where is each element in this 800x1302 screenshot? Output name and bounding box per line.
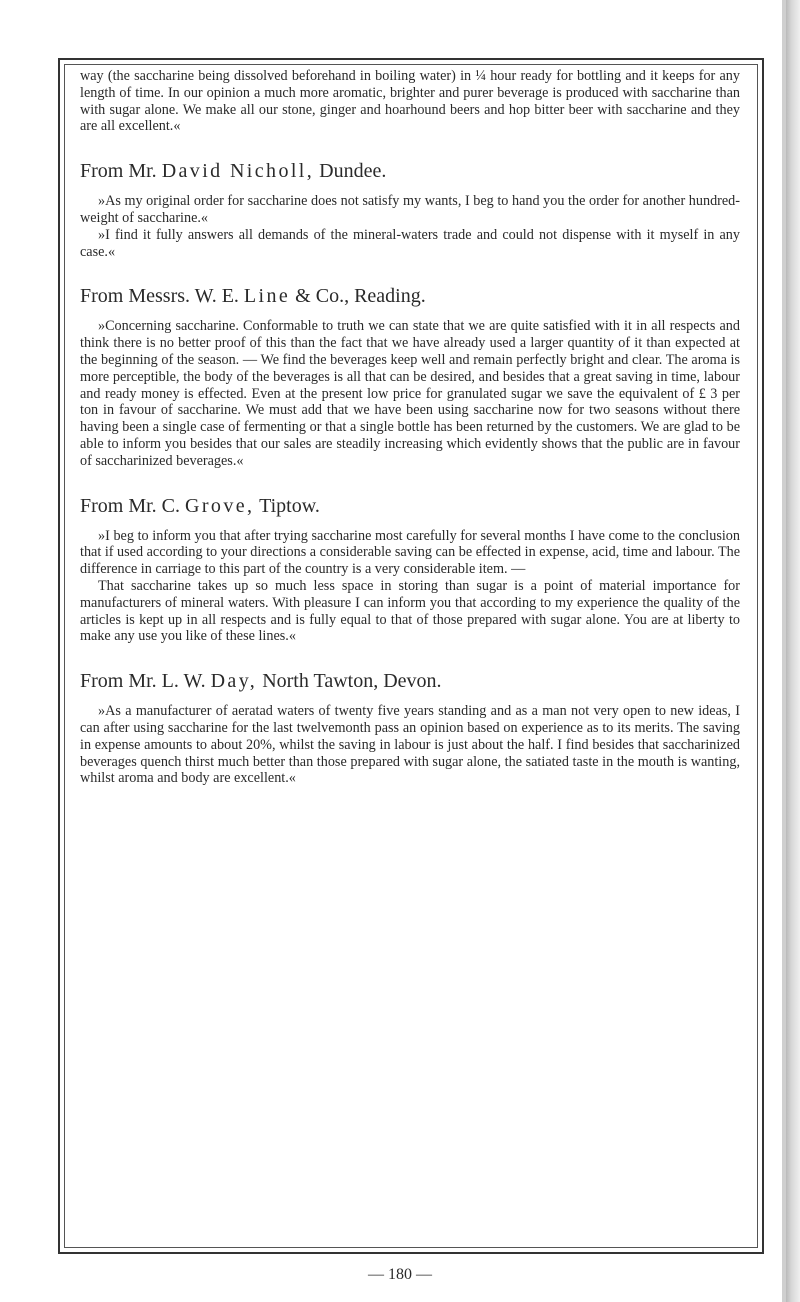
testimonial-grove [80, 494, 740, 646]
page-number: — 180 — [368, 1266, 432, 1283]
paragraph: That saccharine takes up so much less space in storing than sugar is a point of material importance for manufacturers of mineral waters. With pleasure I can inform you that according to my experience the quality of the articles is kept up in all respects and is fully equal to that of those prepared with sugar alone. You are at liberty to make any use you like of these lines.« [80, 577, 740, 645]
heading-prefix: From Messrs. W. E. [80, 285, 239, 308]
paragraph: »Concerning saccharine. Conformable to truth we can state that we are quite satisfied with it in all respects and think there is no better proof of this than the fact that we have already used a larger quantity of it than expected at the beginning of the season. — We find the beverages keep well and remain perfectly bright and clear. The aroma is more perceptible, the body of the beverages is all that can be desired, and besides that a great saving in time, labour and ready money is effected. Even at the present low price for granulated sugar we save the equivalent of £ 3 per ton in favour of saccharine. We must add that we have been using saccharine now for two seasons without there having been a single case of fermenting or that a single bottle has been returned by the customers. We are glad to be able to inform you besides that our sales are steadily increasing which evidently shows that the public are in favour of saccharinized beverages.« [80, 318, 740, 469]
heading-prefix: From Mr. C. [80, 494, 181, 517]
heading-place: North Tawton, Devon. [262, 670, 442, 693]
heading-prefix: From Mr. L. W. [80, 670, 206, 693]
section-heading [80, 494, 740, 518]
testimonial-nicholl [80, 159, 740, 260]
paragraph: »I find it fully answers all demands of the mineral-waters trade and could not dispense with it myself in any case.« [80, 226, 740, 260]
heading-name: Line [243, 285, 291, 308]
heading-name: David Nicholl, [161, 160, 315, 183]
page-edge [786, 0, 800, 1302]
heading-place: Dundee. [319, 160, 387, 183]
heading-place: Tiptow. [259, 494, 320, 517]
section-heading [80, 159, 740, 183]
heading-place: & Co., Reading. [295, 285, 426, 308]
section-heading [80, 284, 740, 308]
paragraph: »As a manufacturer of aeratad waters of twenty five years standing and as a man not very open to new ideas, I can after using saccharine for the last twelvemonth pass an opinion based on experience as to its merits. The saving in expense amounts to about 20%, whilst the saving in labour is just about the half. I find besides that saccharinized beverages quench thirst much better than those prepared with sugar alone, the satiated taste in the mouth is wanting, whilst aroma and body are excellent.« [80, 703, 740, 787]
paragraph: »I beg to inform you that after trying saccharine most carefully for several months I have come to the conclusion that if used according to your directions a considerable saving can be effected in expense, acid, time and labour. The difference in carriage to this part of the country is a very considerable item. — [80, 527, 740, 578]
testimonial-line [80, 284, 740, 469]
heading-name: Day, [210, 670, 258, 693]
heading-prefix: From Mr. [80, 160, 157, 183]
document-body [80, 68, 740, 787]
paragraph: »As my original order for saccharine does not satisfy my wants, I beg to hand you the order for another hundred-weight of saccharine.« [80, 193, 740, 226]
testimonial-day [80, 669, 740, 787]
intro-paragraph: way (the saccharine being dissolved beforehand in boiling water) in ¼ hour ready for bottling and it keeps for any length of time. In our opinion a much more aromatic, brighter and purer beverage is produced with saccharine than with sugar alone. We make all our stone, ginger and hoarhound beers and hop bitter beer with saccharine and they are all excellent.« [80, 68, 740, 135]
section-heading [80, 669, 740, 693]
heading-name: Grove, [185, 494, 255, 517]
